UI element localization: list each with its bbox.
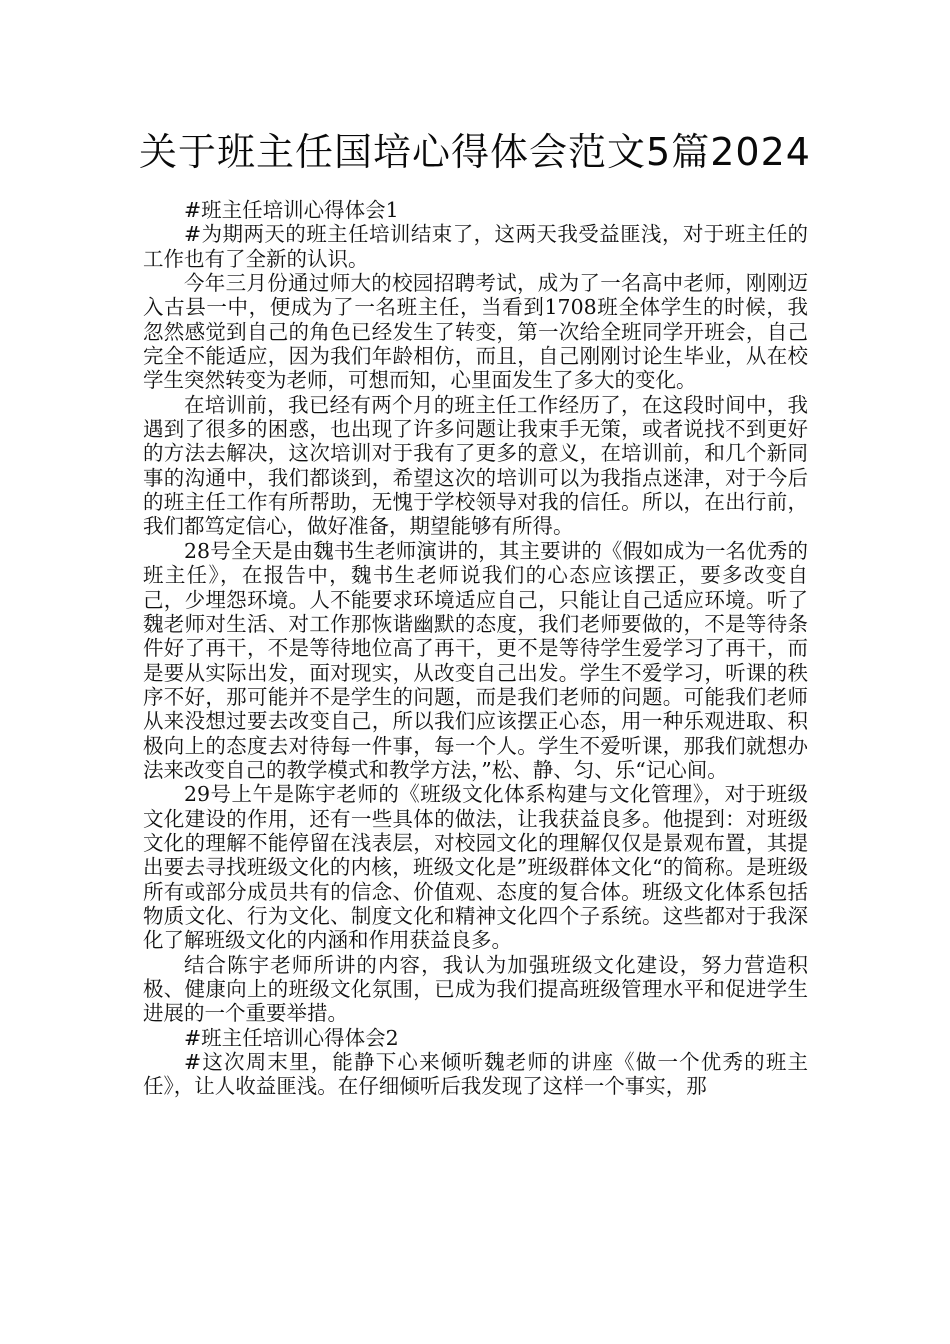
body-paragraph: #这次周末里，能静下心来倾听魏老师的讲座《做一个优秀的班主任》，让人收益匪浅。在仔细倾听后我发现了这样一个事实，那 (143, 1050, 808, 1099)
section-heading: #班主任培训心得体会2 (184, 1025, 399, 1050)
body-paragraph: 28号全天是由魏书生老师演讲的，其主要讲的《假如成为一名优秀的班主任》，在报告中，魏书生老师说我们的心态应该摆正，要多改变自己，少埋怨环境。人不能要求环境适应自己，只能让自己适应环境。听了魏老师对生活、对工作那恢谐幽默的态度，我们老师要做的，不是等待条件好了再干，不是等待地位高了再干，更不是等待学生爱学习了再干，而是要从实际出发，面对现实，从改变自己出发。学生不爱学习，听课的秩序不好，那可能并不是学生的问题，而是我们老师的问题。可能我们老师从来没想过要去改变自己，所以我们应该摆正心态，用一种乐观进取、积极向上的态度去对待每一件事，每一个人。学生不爱听课，那我们就想办法来改变自己的教学模式和教学方法，”松、静、匀、乐“记心间。 (143, 538, 808, 782)
body-paragraph: 29号上午是陈宇老师的《班级文化体系构建与文化管理》，对于班级文化建设的作用，还有一些具体的做法，让我获益良多。他提到：对班级文化的理解不能停留在浅表层，对校园文化的理解仅仅是景观布置，其提出要去寻找班级文化的内核，班级文化是”班级群体文化“的简称。是班级所有或部分成员共有的信念、价值观、态度的复合体。班级文化体系包括物质文化、行为文化、制度文化和精神文化四个子系统。这些都对于我深化了解班级文化的内涵和作用获益良多。 (143, 782, 808, 953)
section-heading: #班主任培训心得体会1 (184, 198, 399, 222)
body-paragraph: 今年三月份通过师大的校园招聘考试，成为了一名高中老师，刚刚迈入古县一中，便成为了一名班主任，当看到1708班全体学生的时候，我忽然感觉到自己的角色已经发生了转变，第一次给全班同学开班会，自己完全不能适应，因为我们年龄相仿，而且，自己刚刚讨论生毕业，从在校学生突然转变为老师，可想而知，心里面发生了多大的变化。 (143, 271, 808, 393)
body-paragraph: 结合陈宇老师所讲的内容，我认为加强班级文化建设，努力营造积极、健康向上的班级文化氛围，已成为我们提高班级管理水平和促进学生进展的一个重要举措。 (143, 952, 808, 1026)
document-body (143, 198, 808, 1099)
body-paragraph: #为期两天的班主任培训结束了，这两天我受益匪浅，对于班主任的工作也有了全新的认识。 (143, 222, 808, 271)
document-title: 关于班主任国培心得体会范文5篇2024 (139, 130, 811, 174)
body-paragraph: 在培训前，我已经有两个月的班主任工作经历了，在这段时间中，我遇到了很多的困惑，也出现了许多问题让我束手无策，或者说找不到更好的方法去解决，这次培训对于我有了更多的意义，在培训前，和几个新同事的沟通中，我们都谈到，希望这次的培训可以为我指点迷津，对于今后的班主任工作有所帮助，无愧于学校领导对我的信任。所以，在出行前，我们都笃定信心，做好准备，期望能够有所得。 (143, 392, 808, 539)
